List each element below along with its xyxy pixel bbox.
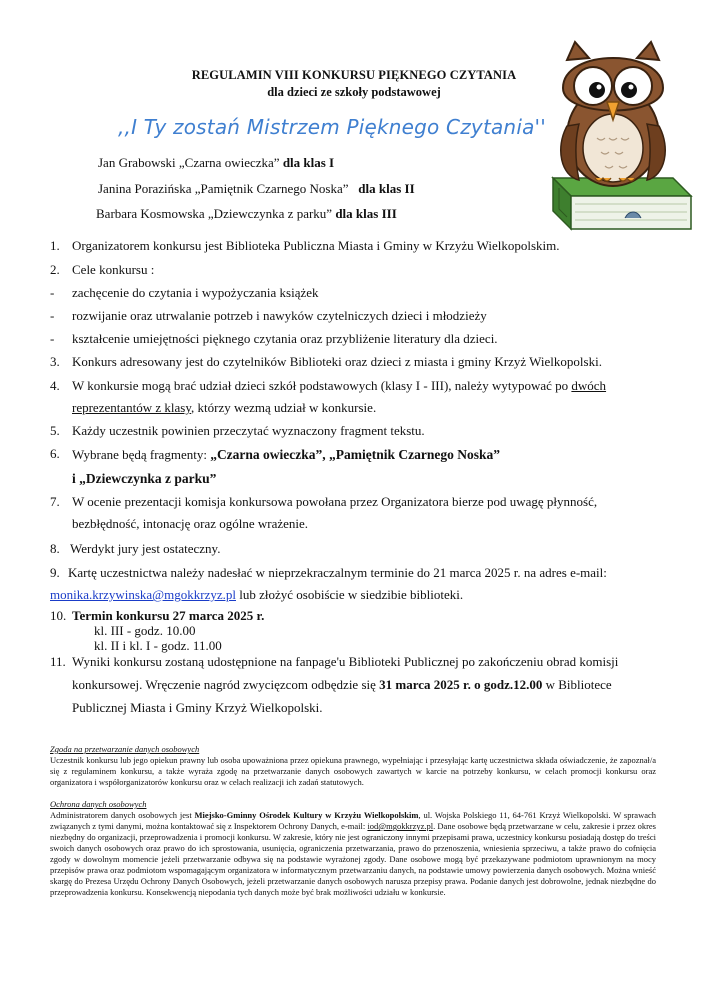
consent-body: Uczestnik konkursu lub jego opiekun prawny lub osoba upoważniona przez opiekuna prawnego, wypełniając i przesyłając kartę uczestnictwa składa oświadczenie, że zapoznał/a się z regulaminem konkursu, a także wyraża zgodę na przetwarzanie danych osobowych zawartych w karcie na potrzeby konkursu, w celach promocji konkursu oraz organizatora i współorganizatorów konkursu oraz w celach realizacji ich zadań statutowych.	[50, 755, 656, 787]
rule-2: 2. Cele konkursu :	[50, 262, 155, 277]
rule-6: 6. Wybrane będą fragmenty: „Czarna owieczka”, „Pamiętnik Czarnego Noska” i „Dziewczynka z parku”	[50, 446, 501, 486]
goal-1: - zachęcenie do czytania i wypożyczania książek	[50, 285, 319, 300]
book-item-3	[96, 206, 397, 222]
rule-3: 3. Konkurs adresowany jest do czytelników Biblioteki oraz dzieci z miasta i gminy Krzyż Wielkopolski.	[50, 354, 602, 369]
document-title: REGULAMIN VIII KONKURSU PIĘKNEGO CZYTANIA	[191, 68, 517, 82]
privacy-heading: Ochrona danych osobowych	[50, 799, 147, 809]
rule-11: 11. Wyniki konkursu zostaną udostępnione na fanpage'u Biblioteki Publicznej po zakończeniu obrad komisji konkursowej. Wręczenie nagród zwycięzcom odbędzie się 31 marca 2025 r. o godz.12.00 w Bibliotece Publicznej Miasta i Gminy Krzyż Wielkopolski.	[50, 654, 619, 715]
privacy-section	[50, 799, 656, 898]
book-grade: dla klas II	[358, 181, 415, 196]
book-grade: dla klas III	[335, 206, 397, 221]
book-grade: dla klas I	[282, 155, 335, 170]
schedule-class-1-2: kl. II i kl. I - godz. 11.00	[94, 638, 222, 653]
book-item-2	[98, 181, 415, 197]
book-item-1	[98, 155, 334, 171]
rule-5: 5. Każdy uczestnik powinien przeczytać wyznaczony fragment tekstu.	[50, 423, 425, 438]
consent-heading: Zgoda na przetwarzanie danych osobowych	[50, 744, 200, 754]
rule-10: 10. Termin konkursu 27 marca 2025 r. kl. III - godz. 10.00 kl. II i kl. I - godz. 11.00	[50, 608, 265, 653]
rule-8: 8. Werdykt jury jest ostateczny.	[50, 541, 221, 556]
contact-email-link[interactable]: monika.krzywinska@mgokkrzyz.pl	[50, 587, 236, 602]
document-subtitle: dla dzieci ze szkoły podstawowej	[267, 85, 441, 99]
owl-on-book-illustration	[545, 28, 695, 238]
goal-2: - rozwijanie oraz utrwalanie potrzeb i nawyków czytelniczych dzieci i młodzieży	[50, 308, 487, 323]
goal-3: - kształcenie umiejętności pięknego czytania oraz przybliżenie literatury dla dzieci.	[50, 331, 498, 346]
privacy-body: Administratorem danych osobowych jest Miejsko-Gminny Ośrodek Kultury w Krzyżu Wielkopolskim, ul. Wojska Polskiego 11, 64-761 Krzyż Wielkopolski. W sprawach związanych z tymi danymi, można kontaktować się z Inspektorem Ochrony Danych, e-mail: iod@mgokkrzyz.pl. Dane osobowe będą przetwarzane w celu, zakresie i przez okres niezbędny do organizacji, przeprowadzenia i promocji konkursu. W zakresie, który nie jest ograniczony innymi przepisami prawa, uczestnicy konkursu posiadają dostęp do treści swoich danych osobowych oraz prawo do ich sprostowania, usunięcia, ograniczenia przetwarzania, prawo do przenoszenia, wniesienia sprzeciwu, a także prawo do cofnięcia zgody w dowolnym momencie jeżeli przetwarzanie odbywa się na podstawie wyrażonej zgody. Dane osobowe mogą być przekazywane podmiotom uprawnionym na mocy przepisów prawa oraz podmiotom wspomagającym organizatora w informatycznym przetwarzaniu danych, na podstawie umowy powierzenia danych osobowych. Można wnieść skargę do Prezesa Urzędu Ochrony Danych Osobowych, jeżeli przetwarzanie danych osobowych narusza przepisy prawa. Podanie danych jest dobrowolne, jednak niezbędne do przeprowadzenia konkursu. Konsekwencją niepodania tych danych może być brak możliwości udziału w konkursie.	[50, 810, 657, 897]
consent-section	[50, 744, 656, 788]
rule-1: 1. Organizatorem konkursu jest Biblioteka Publiczna Miasta i Gminy w Krzyżu Wielkopolskim.	[50, 238, 560, 253]
iod-email-link[interactable]: iod@mgokkrzyz.pl	[367, 821, 434, 831]
book-title: Janina Porazińska „Pamiętnik Czarnego Noska”	[98, 181, 349, 196]
rule-4: 4. W konkursie mogą brać udział dzieci szkół podstawowych (klasy I - III), należy wytypować po dwóch reprezentantów z klasy, którzy wezmą udział w konkursie.	[50, 378, 607, 415]
schedule-class-3: kl. III - godz. 10.00	[94, 623, 196, 638]
rule-9: 9. Kartę uczestnictwa należy nadesłać w nieprzekraczalnym terminie do 21 marca 2025 r. na adres e-mail: monika.krzywinska@mgokkrzyz.pl lub złożyć osobiście w siedzibie biblioteki.	[50, 565, 607, 602]
book-title: Jan Grabowski „Czarna owieczka”	[98, 155, 280, 170]
contest-slogan: ,,I Ty zostań Mistrzem Pięknego Czytania''	[118, 115, 546, 139]
rule-7: 7. W ocenie prezentacji komisja konkursowa powołana przez Organizatora bierze pod uwagę płynność, bezbłędność, intonację oraz ogólne wrażenie.	[50, 494, 598, 531]
book-title: Barbara Kosmowska „Dziewczynka z parku”	[96, 206, 333, 221]
